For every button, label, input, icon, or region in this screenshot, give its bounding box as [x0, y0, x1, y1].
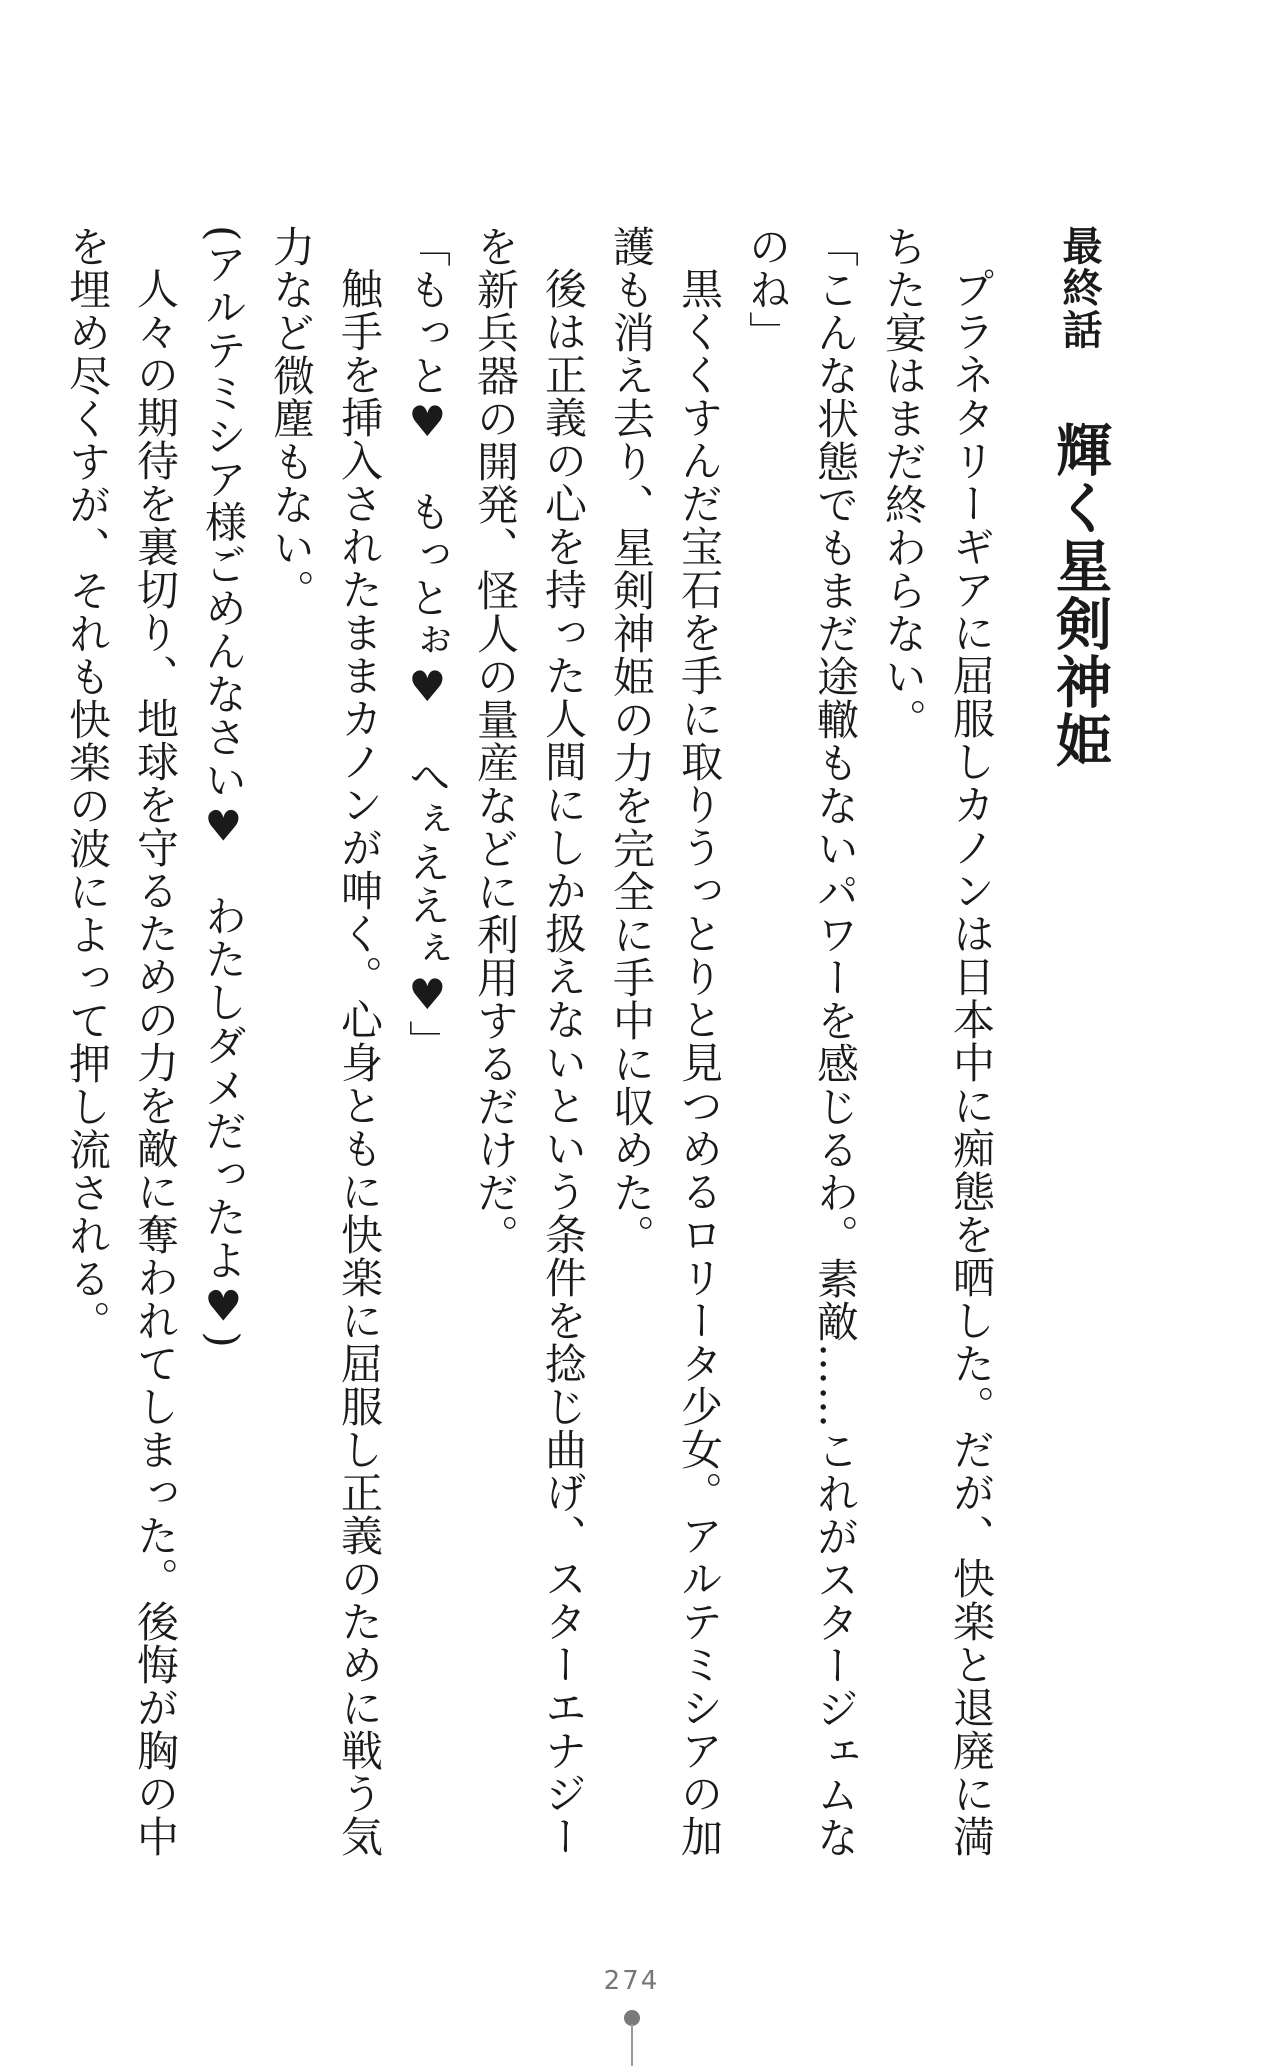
page-marker-line	[631, 2024, 633, 2066]
paragraph: 触手を挿入されたままカノンが呻く。心身ともに快楽に屈服し正義のために戦う気力など微塵もない。	[267, 225, 384, 1858]
paragraph: 「こんな状態でもまだ途轍もないパワーを感じるわ。素敵……これがスタージェムなのね」	[743, 225, 860, 1859]
paragraph: 「もっと♥ もっとぉ♥ へぇええぇ♥」	[403, 225, 452, 1063]
paragraph: 黒くくすんだ宝石を手に取りうっとりと見つめるロリータ少女。アルテミシアの加護も消え去り、星剣神姫の力を完全に手中に収めた。	[607, 225, 724, 1858]
paragraph: 後は正義の心を持った人間にしか扱えないという条件を捻じ曲げ、スターエナジーを新兵器の開発、怪人の量産などに利用するだけだ。	[471, 225, 588, 1858]
chapter-heading	[1045, 225, 1113, 1875]
chapter-label: 最終話	[1056, 225, 1102, 351]
page-number: 274	[603, 1966, 660, 1996]
paragraph: プラネタリーギアに屈服しカノンは日本中に痴態を晒した。だが、快楽と退廃に満ちた宴はまだ終わらない。	[879, 225, 996, 1858]
vertical-text-body	[63, 225, 1113, 1875]
paragraph: (アルテミシア様ごめんなさい♥ わたしダメだったよ♥)	[199, 225, 248, 1349]
chapter-title: 輝く星剣神姫	[1047, 421, 1112, 770]
paragraph: 人々の期待を裏切り、地球を守るための力を敵に奪われてしまった。後悔が胸の中を埋め尽くすが、それも快楽の波によって押し流される。	[63, 225, 180, 1858]
